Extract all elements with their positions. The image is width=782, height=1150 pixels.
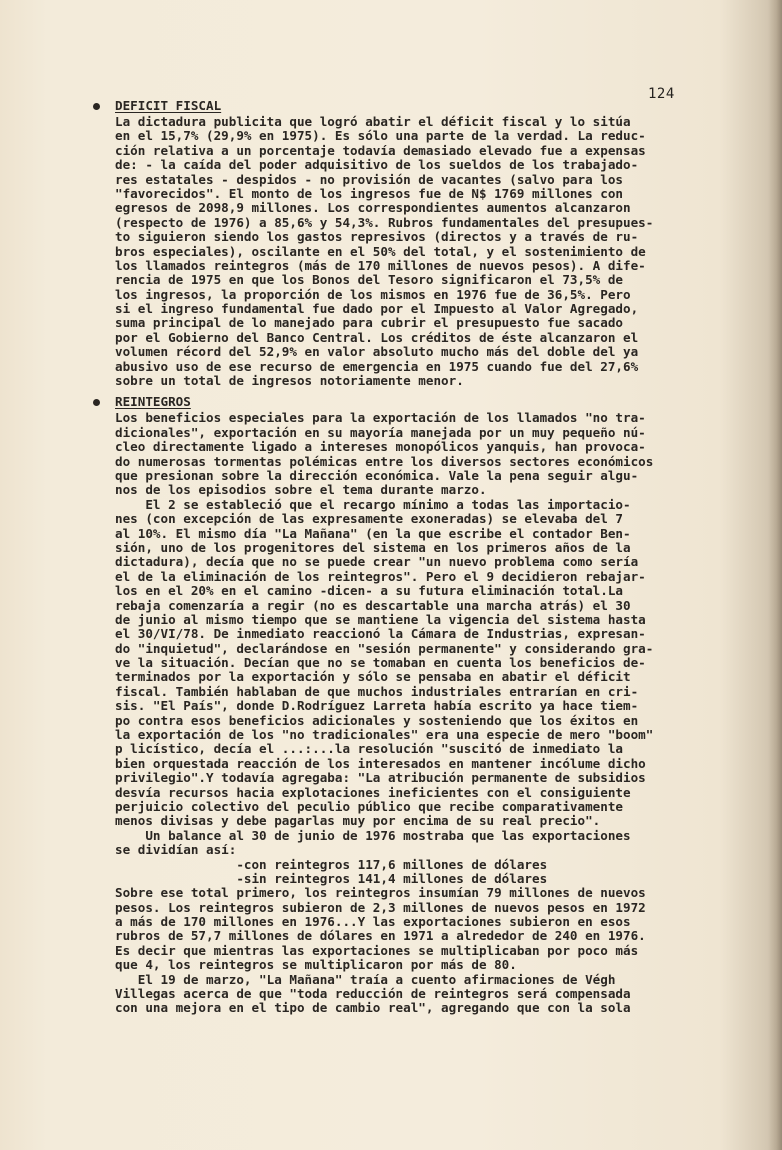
text-line: ción relativa a un porcentaje todavía demasiado elevado fue a expensas bbox=[115, 142, 646, 158]
text-line: fiscal. También hablaban de que muchos industriales entrarían en cri- bbox=[115, 683, 639, 699]
text-line: Los beneficios especiales para la exportación de los llamados "no tra- bbox=[115, 410, 646, 426]
text-line: ve la situación. Decían que no se tomaban en cuenta los beneficios de- bbox=[115, 655, 646, 671]
text-line: rubros de 57,7 millones de dólares en 1971 a alrededor de 240 en 1976. bbox=[115, 928, 646, 944]
text-line: sobre un total de ingresos notoriamente menor. bbox=[115, 373, 464, 389]
text-line: los ingresos, la proporción de los mismos en 1976 fue de 36,5%. Pero bbox=[115, 286, 631, 302]
text-line: nos de los episodios sobre el tema durante marzo. bbox=[115, 482, 487, 498]
page-number: 124 bbox=[648, 86, 675, 102]
text-line: abusivo uso de ese recurso de emergencia en 1975 cuando fue del 27,6% bbox=[115, 358, 639, 374]
text-line: do "inquietud", declarándose en "sesión permanente" y considerando gra- bbox=[115, 640, 654, 656]
text-line: p licístico, decía el ...:...la resolución "suscitó de inmediato la bbox=[115, 741, 623, 757]
text-line: rebaja comenzaría a regir (no es descartable una marcha atrás) el 30 bbox=[115, 597, 631, 613]
section-heading-reintegros bbox=[115, 392, 745, 411]
text-line: se dividían así: bbox=[115, 842, 237, 858]
text-line: do numerosas tormentas polémicas entre los diversos sectores económicos bbox=[115, 453, 654, 469]
bullet-icon bbox=[93, 103, 100, 110]
text-line: el 30/VI/78. De inmediato reaccionó la Cámara de Industrias, expresan- bbox=[115, 626, 646, 642]
text-line: nes (con excepción de las expresamente exoneradas) se elevaba del 7 bbox=[115, 511, 623, 527]
section-heading-deficit-fiscal bbox=[115, 96, 745, 115]
text-line: desvía recursos hacia explotaciones ineficientes con el consiguiente bbox=[115, 784, 631, 800]
text-line: dicionales", exportación en su mayoría manejada por un muy pequeño nú- bbox=[115, 424, 646, 440]
text-line: que 4, los reintegros se multiplicaron por más de 80. bbox=[115, 957, 517, 973]
section-body-reintegros bbox=[115, 411, 745, 1015]
document-body bbox=[115, 96, 745, 1017]
text-line: La dictadura publicita que logró abatir el déficit fiscal y lo sitúa bbox=[115, 114, 631, 129]
text-line: volumen récord del 52,9% en valor absoluto mucho más del doble del ya bbox=[115, 344, 639, 360]
text-line: dictadura), decía que no se puede crear "un nuevo problema como sería bbox=[115, 554, 639, 570]
text-line: de: - la caída del poder adquisitivo de los sueldos de los trabajado- bbox=[115, 157, 639, 173]
text-line: que presionan sobre la dirección económica. Vale la pena seguir algu- bbox=[115, 467, 639, 483]
text-line: El 2 se estableció que el recargo mínimo a todas las importacio- bbox=[115, 496, 631, 512]
text-line: bien orquestada reacción de los interesados en mantener incólume dicho bbox=[115, 755, 646, 771]
text-line: Es decir que mientras las exportaciones se multiplicaban por poco más bbox=[115, 942, 639, 958]
text-line: suma principal de lo manejado para cubrir el presupuesto fue sacado bbox=[115, 315, 623, 331]
text-line: la exportación de los "no tradicionales" era una especie de mero "boom" bbox=[115, 727, 654, 743]
text-line: po contra esos beneficios adicionales y sosteniendo que los éxitos en bbox=[115, 712, 639, 728]
text-line: res estatales - despidos - no provisión de vacantes (salvo para los bbox=[115, 171, 623, 187]
text-line: (respecto de 1976) a 85,6% y 54,3%. Rubros fundamentales del presupues- bbox=[115, 214, 654, 230]
text-line: to siguieron siendo los gastos represivos (directos y a través de ru- bbox=[115, 229, 639, 245]
text-line: sis. "El País", donde D.Rodríguez Larreta había escrito ya hace tiem- bbox=[115, 698, 639, 714]
text-line: el de la eliminación de los reintegros". Pero el 9 decidieron rebajar- bbox=[115, 568, 646, 584]
text-line: en el 15,7% (29,9% en 1975). Es sólo una parte de la verdad. La reduc- bbox=[115, 128, 646, 144]
text-line: si el ingreso fundamental fue dado por el Impuesto al Valor Agregado, bbox=[115, 301, 639, 317]
text-line: bros especiales), oscilante en el 50% del total, y el sostenimiento de bbox=[115, 243, 646, 259]
text-line: "favorecidos". El monto de los ingresos fue de N$ 1769 millones con bbox=[115, 185, 623, 201]
text-line: Sobre ese total primero, los reintegros insumían 79 millones de nuevos bbox=[115, 885, 646, 901]
text-line: El 19 de marzo, "La Mañana" traía a cuento afirmaciones de Végh bbox=[115, 971, 616, 987]
text-line: -con reintegros 117,6 millones de dólares bbox=[115, 856, 548, 872]
section-body-deficit-fiscal bbox=[115, 115, 745, 388]
text-line: sión, uno de los progenitores del sistema en los primeros años de la bbox=[115, 539, 631, 555]
text-line: Un balance al 30 de junio de 1976 mostraba que las exportaciones bbox=[115, 827, 631, 843]
text-line: -sin reintegros 141,4 millones de dólares bbox=[115, 870, 548, 886]
text-line: al 10%. El mismo día "La Mañana" (en la que escribe el contador Ben- bbox=[115, 525, 631, 541]
text-line: perjuicio colectivo del peculio público que recibe comparativamente bbox=[115, 798, 623, 814]
text-line: egresos de 2098,9 millones. Los correspondientes aumentos alcanzaron bbox=[115, 200, 631, 216]
text-line: terminados por la exportación y sólo se pensaba en abatir el déficit bbox=[115, 669, 631, 685]
text-line: con una mejora en el tipo de cambio real", agregando que con la sola bbox=[115, 1000, 631, 1016]
text-line: cleo directamente ligado a intereses monopólicos yanquis, han provoca- bbox=[115, 439, 646, 455]
page-edge-shadow bbox=[768, 0, 782, 1150]
text-line: de junio al mismo tiempo que se mantiene la vigencia del sistema hasta bbox=[115, 611, 646, 627]
text-line: pesos. Los reintegros subieron de 2,3 millones de nuevos pesos en 1972 bbox=[115, 899, 646, 915]
section-heading-label: REINTEGROS bbox=[115, 394, 191, 410]
text-line: menos divisas y debe pagarlas muy por encima de su real precio". bbox=[115, 813, 601, 829]
text-line: a más de 170 millones en 1976...Y las exportaciones subieron en esos bbox=[115, 914, 631, 930]
section-heading-label: DEFICIT FISCAL bbox=[115, 98, 222, 113]
text-line: Villegas acerca de que "toda reducción de reintegros será compensada bbox=[115, 986, 631, 1002]
text-line: los llamados reintegros (más de 170 millones de nuevos pesos). A dife- bbox=[115, 257, 646, 273]
text-line: rencia de 1975 en que los Bonos del Tesoro significaron el 73,5% de bbox=[115, 272, 623, 288]
text-line: los en el 20% en el camino -dicen- a su futura eliminación total.La bbox=[115, 583, 623, 599]
text-line: privilegio".Y todavía agregaba: "La atribución permanente de subsidios bbox=[115, 770, 646, 786]
text-line: por el Gobierno del Banco Central. Los créditos de éste alcanzaron el bbox=[115, 329, 639, 345]
